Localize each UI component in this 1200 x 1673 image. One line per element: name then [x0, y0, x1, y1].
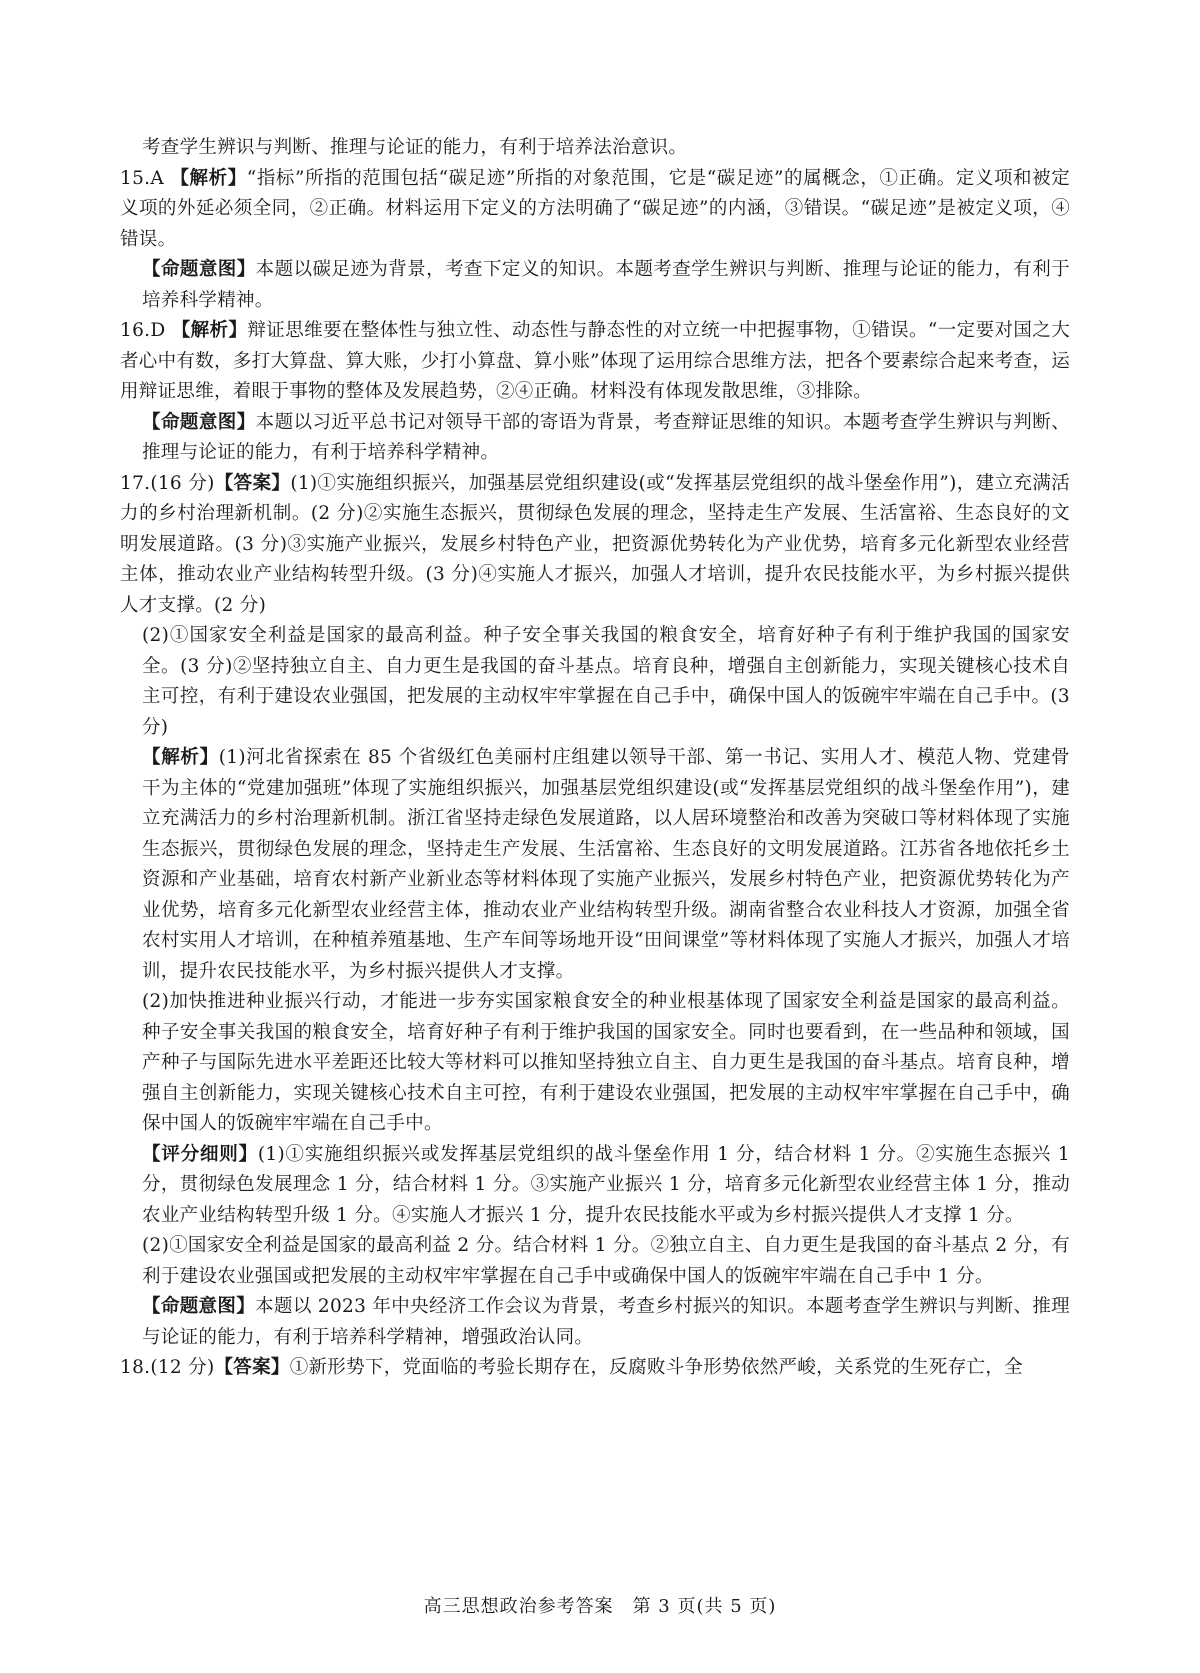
q15-number: 15.: [120, 167, 151, 189]
q15-analysis: [120, 164, 1070, 256]
q17-analysis-tag: 【解析】: [142, 747, 219, 768]
q17-scoring-p1: (1)①实施组织振兴或发挥基层党组织的战斗堡垒作用 1 分，结合材料 1 分。②实施生态振兴 1 分，贯彻绿色发展理念 1 分，结合材料 1 分。③实施产业振兴 1 分，培育多元化新型农业经营主体 1 分，推动农业产业结构转型升级 1 分。④实施人才振兴 1 分，提升农民技能水平或为乡村振兴提供人才支撑 1 分。: [142, 1143, 1070, 1226]
q17-analysis-p2: (2)加快推进种业振兴行动，才能进一步夯实国家粮食安全的种业根基体现了国家安全利益是国家的最高利益。种子安全事关我国的粮食安全，培育好种子有利于维护我国的国家安全。同时也要看到，在一些品种和领域，国产种子与国际先进水平差距还比较大等材料可以推知坚持独立自主、自力更生是我国的奋斗基点。培育良种，增强自主创新能力，实现关键核心技术自主可控，有利于建设农业强国，把发展的主动权牢牢掌握在自己手中，确保中国人的饭碗牢牢端在自己手中。: [142, 991, 1070, 1134]
q16-intent-tag: 【命题意图】: [142, 411, 256, 433]
q15-analysis-tag: 【解析】: [170, 167, 247, 189]
q16-analysis-text: 辩证思维要在整体性与独立性、动态性与静态性的对立统一中把握事物，①错误。“一定要对国之大者心中有数，多打大算盘、算大账，少打小算盘、算小账”体现了运用综合思维方法，把各个要素综合起来考查，运用辩证思维，着眼于事物的整体及发展趋势，②④正确。材料没有体现发散思维，③排除。: [120, 320, 1071, 402]
q17-answer-part1: [120, 469, 1070, 622]
q17-intent: [120, 1292, 1070, 1353]
q15-intent-tag: 【命题意图】: [142, 259, 256, 280]
q17-analysis-part1: [120, 743, 1070, 987]
q16-number: 16.: [120, 320, 151, 341]
q15-answer: A: [150, 167, 164, 189]
page-footer: 高三思想政治参考答案 第 3 页(共 5 页): [423, 1596, 777, 1617]
q17-scoring-tag: 【评分细则】: [142, 1143, 258, 1165]
q18-answer: [120, 1353, 1070, 1384]
q16-analysis: [120, 316, 1070, 408]
q16-answer: D: [150, 320, 166, 341]
q17-number: 17.: [120, 472, 151, 494]
q15-intent-text: 本题以碳足迹为背景，考查下定义的知识。本题考查学生辨识与判断、推理与论证的能力，有利于培养科学精神。: [142, 259, 1070, 311]
q16-analysis-tag: 【解析】: [171, 320, 248, 341]
document-body: [120, 133, 1070, 1384]
q17-scoring-part1: [120, 1140, 1070, 1232]
q17-answer-tag: 【答案】: [214, 472, 291, 494]
q17-answer-p2: (2)①国家安全利益是国家的最高利益。种子安全事关我国的粮食安全，培育好种子有利于维护我国的国家安全。(3 分)②坚持独立自主、自力更生是我国的奋斗基点。培育良种，增强自主创新能力，实现关键核心技术自主可控，有利于建设农业强国，把发展的主动权牢牢掌握在自己手中，确保中国人的饭碗牢牢端在自己手中。(3 分): [142, 625, 1070, 738]
q15-intent: [120, 255, 1070, 316]
q17-answer-p1: (1)①实施组织振兴，加强基层党组织建设(或“发挥基层党组织的战斗堡垒作用”)，建立充满活力的乡村治理新机制。(2 分)②实施生态振兴，贯彻绿色发展的理念，坚持走生产发展、生活富裕、生态良好的文明发展道路。(3 分)③实施产业振兴，发展乡村特色产业，把资源优势转化为产业优势，培育多元化新型农业经营主体，推动农业产业结构转型升级。(3 分)④实施人才振兴，加强人才培训，提升农民技能水平，为乡村振兴提供人才支撑。(2 分): [120, 472, 1071, 616]
q18-score: (12 分): [150, 1357, 215, 1378]
q17-analysis-p1: (1)河北省探索在 85 个省级红色美丽村庄组建以领导干部、第一书记、实用人才、模范人物、党建骨干为主体的“党建加强班”体现了实施组织振兴，加强基层党组织建设(或“发挥基层党组织的战斗堡垒作用”)，建立充满活力的乡村治理新机制。浙江省坚持走绿色发展道路，以人居环境整治和改善为突破口等材料体现了实施生态振兴，贯彻绿色发展的理念，坚持走生产发展、生活富裕、生态良好的文明发展道路。江苏省各地依托乡土资源和产业基础，培育农村新产业新业态等材料体现了实施产业振兴，发展乡村特色产业，把资源优势转化为产业优势，培育多元化新型农业经营主体，推动农业产业结构转型升级。湖南省整合农业科技人才资源，加强全省农村实用人才培训，在种植养殖基地、生产车间等场地开设“田间课堂”等材料体现了实施人才振兴，加强人才培训，提升农民技能水平，为乡村振兴提供人才支撑。: [142, 747, 1070, 982]
intro-line: 考查学生辨识与判断、推理与论证的能力，有利于培养法治意识。: [142, 137, 688, 158]
q18-number: 18.: [120, 1357, 151, 1378]
q15-analysis-text: “指标”所指的范围包括“碳足迹”所指的对象范围，它是“碳足迹”的属概念，①正确。定义项和被定义项的外延必须全同，②正确。材料运用下定义的方法明确了“碳足迹”的内涵，③错误。“碳足迹”是被定义项，④错误。: [120, 167, 1070, 250]
q18-answer-tag: 【答案】: [214, 1357, 290, 1378]
q17-intent-text: 本题以 2023 年中央经济工作会议为背景，考查乡村振兴的知识。本题考查学生辨识与判断、推理与论证的能力，有利于培养科学精神，增强政治认同。: [142, 1296, 1070, 1348]
q17-scoring-p2: (2)①国家安全利益是国家的最高利益 2 分。结合材料 1 分。②独立自主、自力更生是我国的奋斗基点 2 分，有利于建设农业强国或把发展的主动权牢牢掌握在自己手中或确保中国人的饭碗牢牢端在自己手中 1 分。: [142, 1235, 1070, 1287]
q17-score: (16 分): [150, 472, 215, 494]
q17-intent-tag: 【命题意图】: [142, 1296, 256, 1317]
q16-intent-text: 本题以习近平总书记对领导干部的寄语为背景，考查辩证思维的知识。本题考查学生辨识与判断、推理与论证的能力，有利于培养科学精神。: [142, 411, 1070, 463]
q18-answer-text: ①新形势下，党面临的考验长期存在，反腐败斗争形势依然严峻，关系党的生死存亡，全: [289, 1357, 1023, 1378]
q16-intent: [120, 408, 1070, 469]
